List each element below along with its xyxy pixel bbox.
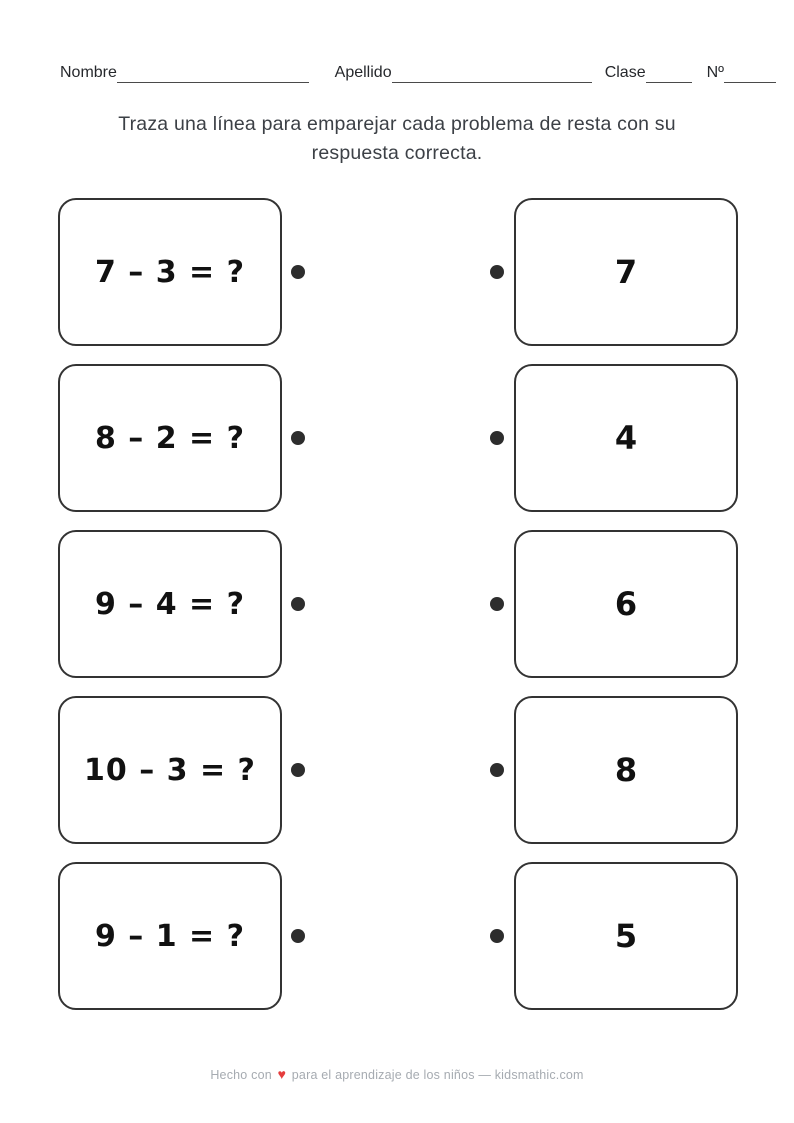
answer-connector-dot[interactable] <box>490 763 504 777</box>
heart-icon: ♥ <box>277 1066 287 1082</box>
answer-connector-dot[interactable] <box>490 265 504 279</box>
problem-text: 7 – 3 = ? <box>94 254 246 290</box>
answer-card[interactable] <box>514 198 738 346</box>
answer-card[interactable] <box>514 364 738 512</box>
answer-card[interactable] <box>514 862 738 1010</box>
problem-connector-dot[interactable] <box>291 929 305 943</box>
surname-write-line[interactable] <box>392 69 592 83</box>
answer-card[interactable] <box>514 530 738 678</box>
student-info-header <box>60 64 776 83</box>
match-row <box>58 530 738 678</box>
answer-text: 8 <box>614 751 638 789</box>
problem-connector-dot[interactable] <box>291 763 305 777</box>
number-label: Nº <box>706 64 724 81</box>
problem-card[interactable] <box>58 696 282 844</box>
problem-card[interactable] <box>58 198 282 346</box>
answer-text: 6 <box>614 585 638 623</box>
problem-connector-dot[interactable] <box>291 597 305 611</box>
answer-text: 5 <box>614 917 638 955</box>
problem-connector-dot[interactable] <box>291 431 305 445</box>
footer-text-before: Hecho con <box>210 1068 272 1082</box>
class-write-line[interactable] <box>646 69 692 83</box>
name-write-line[interactable] <box>117 69 309 83</box>
match-row <box>58 696 738 844</box>
answer-connector-dot[interactable] <box>490 929 504 943</box>
class-label: Clase <box>604 64 646 81</box>
problem-card[interactable] <box>58 530 282 678</box>
match-row <box>58 862 738 1010</box>
answer-text: 4 <box>614 419 638 457</box>
problem-card[interactable] <box>58 364 282 512</box>
problem-text: 8 – 2 = ? <box>94 420 246 456</box>
answer-card[interactable] <box>514 696 738 844</box>
footer-text-after: para el aprendizaje de los niños — kidsmathic.com <box>291 1068 584 1082</box>
answer-connector-dot[interactable] <box>490 431 504 445</box>
surname-label: Apellido <box>334 64 392 81</box>
instructions-text: Traza una línea para emparejar cada problema de resta con su respuesta correcta. <box>118 113 676 164</box>
problem-card[interactable] <box>58 862 282 1010</box>
name-label: Nombre <box>60 64 117 81</box>
problem-text: 9 – 1 = ? <box>94 918 246 954</box>
match-row <box>58 198 738 346</box>
matching-exercise <box>58 198 738 1028</box>
answer-text: 7 <box>614 253 638 291</box>
match-row <box>58 364 738 512</box>
number-write-line[interactable] <box>724 69 776 83</box>
footer-credit <box>0 1066 794 1082</box>
problem-text: 9 – 4 = ? <box>94 586 246 622</box>
answer-connector-dot[interactable] <box>490 597 504 611</box>
problem-connector-dot[interactable] <box>291 265 305 279</box>
problem-text: 10 – 3 = ? <box>84 752 256 788</box>
